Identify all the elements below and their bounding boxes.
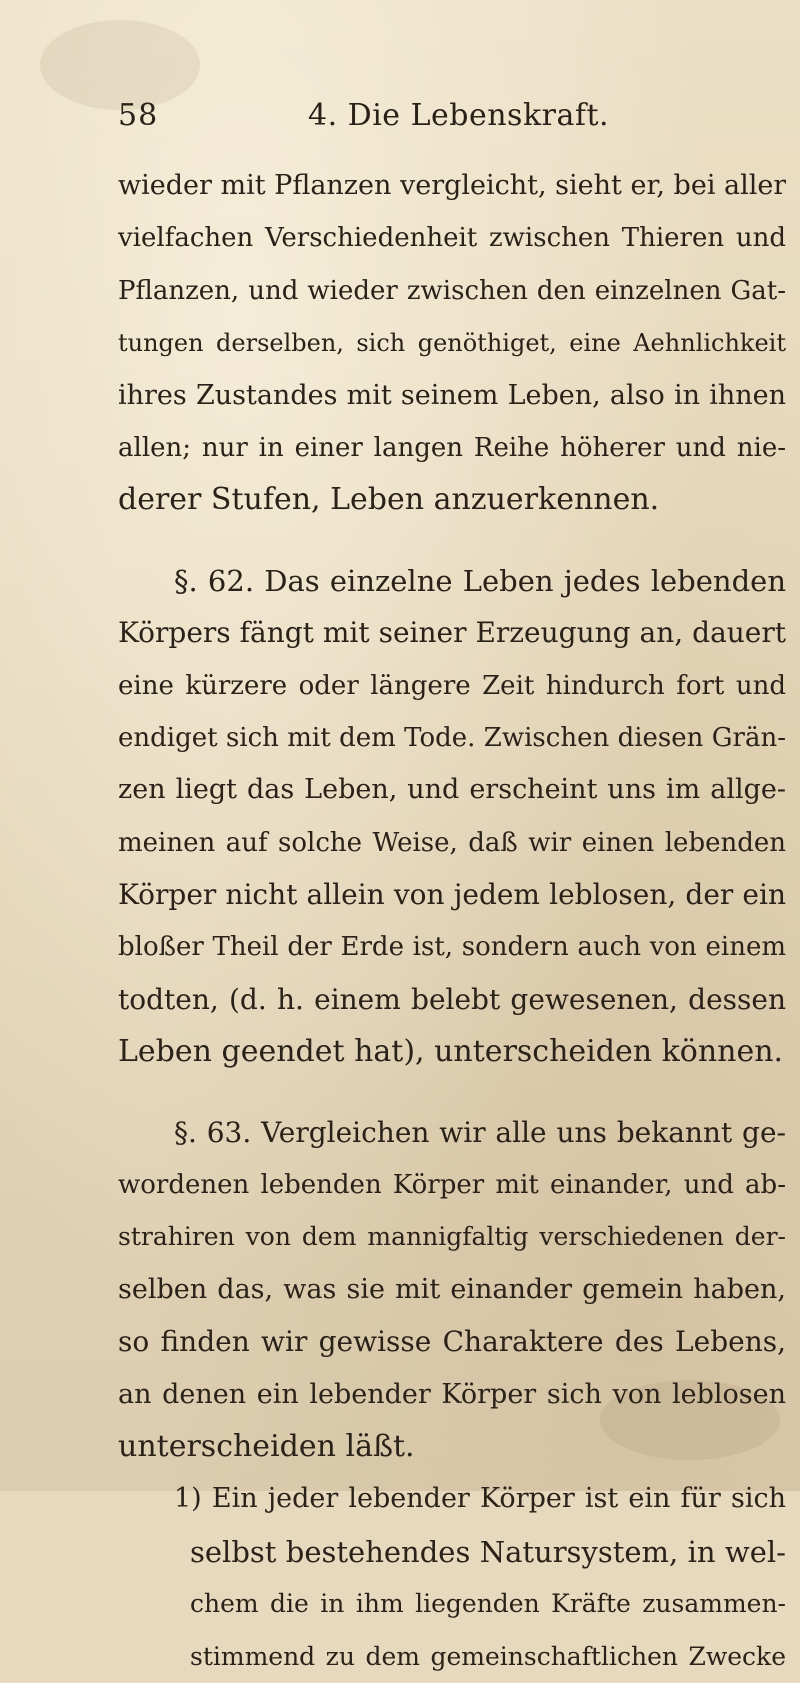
paper-stain <box>40 20 200 110</box>
text-line: an denen ein lebender Körper sich von leblosen <box>118 1378 786 1410</box>
text-line: todten, (d. h. einem belebt gewesenen, dessen <box>118 982 786 1016</box>
section-heading-line: §. 62. Das einzelne Leben jedes lebenden <box>174 563 786 598</box>
running-head: 4. Die Lebenskraft. <box>308 98 610 133</box>
text-line: zen liegt das Leben, und erscheint uns im allge- <box>118 774 786 806</box>
list-item-line: stimmend zu dem gemeinschaftlichen Zwecke <box>190 1641 786 1671</box>
text-line: Körper nicht allein von jedem leblosen, der ein <box>118 878 786 912</box>
paragraph-section-62 <box>118 555 786 1079</box>
text-line: so finden wir gewisse Charaktere des Lebens, <box>118 1325 786 1359</box>
text-line: ihres Zustandes mit seinem Leben, also in ihnen <box>118 379 786 411</box>
text-line: endiget sich mit dem Tode. Zwischen diesen Grän- <box>118 722 786 753</box>
list-item-line: chem die in ihm liegenden Kräfte zusammen- <box>190 1589 786 1619</box>
text-line: unterscheiden läßt. <box>118 1428 415 1464</box>
paragraph <box>118 160 786 527</box>
text-line: Pflanzen, und wieder zwischen den einzelnen Gat- <box>118 275 786 306</box>
section-heading-line: §. 63. Vergleichen wir alle uns bekannt ge- <box>174 1115 786 1149</box>
text-line: derer Stufen, Leben anzuerkennen. <box>118 482 660 518</box>
body-text <box>118 160 786 1683</box>
text-line: selben das, was sie mit einander gemein haben, <box>118 1273 786 1305</box>
numbered-item-1 <box>118 1473 786 1683</box>
text-line: wieder mit Pflanzen vergleicht, sieht er, bei aller <box>118 170 786 201</box>
list-item-line: selbst bestehendes Natursystem, in wel- <box>190 1534 786 1569</box>
text-line: Leben geendet hat), unterscheiden können. <box>118 1034 784 1070</box>
text-line: meinen auf solche Weise, daß wir einen lebenden <box>118 827 786 858</box>
list-item-line: 1) Ein jeder lebender Körper ist ein für sich <box>174 1483 786 1515</box>
page-header <box>118 98 758 142</box>
text-line: allen; nur in einer langen Reihe höherer und nie- <box>118 432 786 463</box>
text-line: tungen derselben, sich genöthiget, eine Aehnlichkeit <box>118 329 786 358</box>
text-line: eine kürzere oder längere Zeit hindurch fort und <box>118 670 786 701</box>
paragraph-section-63 <box>118 1107 786 1474</box>
text-line: vielfachen Verschiedenheit zwischen Thieren und <box>118 223 786 254</box>
text-line: wordenen lebenden Körper mit einander, und ab- <box>118 1170 786 1201</box>
text-line: strahiren von dem mannigfaltig verschiedenen der- <box>118 1222 786 1252</box>
text-line: Körpers fängt mit seiner Erzeugung an, dauert <box>118 616 786 650</box>
page-number: 58 <box>118 98 159 133</box>
text-line: bloßer Theil der Erde ist, sondern auch von einem <box>118 932 786 963</box>
